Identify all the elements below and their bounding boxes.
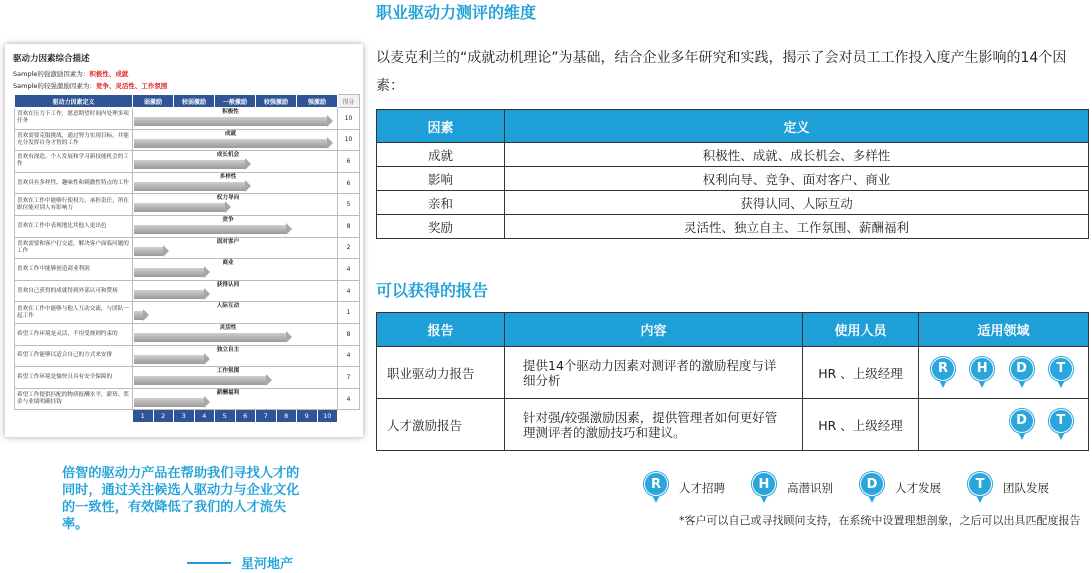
factor-bar-cell (133, 129, 338, 151)
factors-header (377, 110, 1089, 143)
factor-definition: 喜欢在工作中表现地比其他人更出色 (15, 215, 133, 237)
factor-score: 8 (338, 215, 360, 237)
factor-name: 成长机会 (216, 152, 240, 159)
factor-score: 10 (338, 108, 360, 130)
reports-header-content: 内容 (505, 313, 803, 347)
score-bar-arrow (134, 268, 204, 277)
table-row: 奖励 灵活性、独立自主、工作氛围、薪酬福利 (377, 215, 1089, 239)
factor-score: 4 (338, 345, 360, 367)
factor-bar-cell (133, 237, 338, 259)
axis-tick-label: 7 (256, 410, 277, 422)
legend-item-recruit: R 人才招聘 (644, 472, 752, 504)
factor-name: 积极性 (222, 109, 239, 115)
sample-table-header (15, 95, 360, 108)
score-bar-arrow (134, 355, 204, 364)
map-pin-icon: R (644, 472, 668, 504)
header-score: 得分 (338, 95, 360, 108)
map-pin-icon: D (1010, 409, 1033, 441)
score-bar-arrow (134, 398, 204, 407)
reports-header-report: 报告 (377, 313, 505, 347)
report-content: 针对强/较强激励因素，提供管理者如何更好管理测评者的激励技巧和建议。 (505, 399, 803, 451)
factor-name: 商业 (222, 260, 234, 267)
reports-header (377, 313, 1089, 347)
table-row (15, 194, 360, 216)
table-row (377, 347, 1089, 399)
factor-bar-cell (133, 302, 338, 324)
map-pin-icon: H (970, 357, 993, 389)
legend-item-team: T 团队发展 (968, 472, 1076, 504)
report-users: HR 、上级经理 (803, 347, 919, 399)
score-bar-arrow (134, 311, 143, 320)
score-axis-row (15, 410, 360, 423)
factors-header-definition: 定义 (505, 110, 1089, 143)
section-title-reports: 可以获得的报告 (376, 281, 489, 300)
factor-score: 8 (338, 323, 360, 345)
dimensions-intro: 以麦克利兰的“成就动机理论”为基础，结合企业多年研究和实践，揭示了会对员工工作投入度产生影响的14个因素： (376, 50, 1067, 94)
table-row (15, 302, 360, 324)
table-row (15, 280, 360, 302)
factor-name: 面对客户 (216, 238, 240, 245)
footnote: *客户可以自己或寻找顾问支持，在系统中设置理想剖象，之后可以出具匹配度报告 (679, 514, 1081, 527)
reports-header-users: 使用人员 (803, 313, 919, 347)
reports-table (376, 312, 1089, 451)
axis-tick-label: 6 (236, 410, 257, 422)
score-bar-arrow (134, 117, 327, 126)
axis-tick-label: 1 (133, 410, 154, 422)
factor-score: 10 (338, 129, 360, 151)
legend-item-development: D 人才发展 (860, 472, 968, 504)
factor-definition: 喜欢在压力下工作，愿意期望时间内处理多项任务 (15, 108, 133, 130)
strong-factors-line: Sample的强激励因素为：积极性、成就 (13, 70, 129, 78)
map-pin-icon: H (752, 472, 776, 504)
score-bar-arrow (134, 160, 245, 169)
factor-definition: 希望工作环境是愉快且具有安全保障的 (15, 367, 133, 389)
header-definition: 驱动力因素定义 (15, 95, 133, 108)
table-row (15, 237, 360, 259)
axis-tick-label: 8 (277, 410, 298, 422)
testimonial-quote: 倍智的驱动力产品在帮助我们寻找人才的同时，通过关注候选人驱动力与企业文化的一致性，有效降低了我们的人才流失率。 (62, 466, 300, 532)
factor-bar-cell (133, 323, 338, 345)
axis-tick-label: 3 (174, 410, 195, 422)
table-row (15, 108, 360, 130)
score-bar-arrow (134, 139, 327, 148)
header-strong: 强激励 (297, 95, 338, 108)
table-row (15, 172, 360, 194)
weak-factors: 竞争、灵活性、工作氛围 (95, 82, 168, 90)
report-name: 职业驱动力报告 (377, 347, 505, 399)
factor-name: 获得认同 (216, 281, 240, 288)
table-row (377, 399, 1089, 451)
factor-name: 人际互动 (216, 303, 240, 310)
factors-header-factor: 因素 (377, 110, 505, 143)
score-bar-arrow (134, 182, 245, 191)
sample-factor-table (14, 94, 360, 423)
factor-name: 多样性 (219, 173, 237, 180)
source-name: 星河地产 (241, 557, 294, 572)
factor-name: 竞争 (222, 216, 234, 223)
areas-legend (644, 472, 1076, 504)
source-dash (187, 562, 231, 564)
header-less-weak: 较弱激励 (174, 95, 215, 108)
axis-tick-label: 2 (154, 410, 175, 422)
factor-score: 5 (338, 194, 360, 216)
testimonial-source (187, 553, 293, 572)
report-areas (919, 399, 1089, 451)
factor-bar-cell (133, 194, 338, 216)
score-bar-arrow (134, 247, 163, 256)
score-bar-arrow (134, 290, 204, 299)
table-row (15, 129, 360, 151)
header-weak: 弱激励 (133, 95, 174, 108)
sample-report-card (5, 44, 363, 437)
axis-tick-label: 5 (215, 410, 236, 422)
map-pin-icon: D (860, 472, 884, 504)
reports-header-areas: 适用领域 (919, 313, 1089, 347)
score-bar-arrow (134, 333, 286, 342)
table-row: 亲和 获得认同、人际互动 (377, 191, 1089, 215)
map-pin-icon: T (1049, 357, 1072, 389)
factor-name: 薪酬福利 (216, 389, 240, 396)
factor-bar-cell (133, 151, 338, 173)
factor-bar-cell (133, 172, 338, 194)
factor-bar-cell (133, 108, 338, 130)
header-strong-ish: 较强激励 (256, 95, 297, 108)
factor-bar-cell (133, 345, 338, 367)
factor-score: 4 (338, 388, 360, 410)
factor-bar-cell (133, 259, 338, 281)
report-name: 人才激励报告 (377, 399, 505, 451)
factor-definition: 喜欢在工作中能够行使权力，承担责任，所在职位能对别人有影响力 (15, 194, 133, 216)
report-content: 提供14个驱动力因素对测评者的激励程度与详细分析 (505, 347, 803, 399)
factor-name: 权力导向 (216, 195, 240, 202)
axis-tick-label: 4 (195, 410, 216, 422)
factor-score: 7 (338, 367, 360, 389)
map-pin-icon: T (1049, 409, 1072, 441)
factor-score: 4 (338, 259, 360, 281)
table-row (15, 345, 360, 367)
factor-score: 4 (338, 280, 360, 302)
score-bar-arrow (134, 225, 286, 234)
report-users: HR 、上级经理 (803, 399, 919, 451)
factor-definition: 希望工作能够以适合自己的方式来安排 (15, 345, 133, 367)
factor-score: 2 (338, 237, 360, 259)
table-row: 成就 积极性、成就、成长机会、多样性 (377, 143, 1089, 167)
axis-tick-label: 10 (323, 412, 332, 421)
weak-factors-line: Sample的较强激励因素为：竞争、灵活性、工作氛围 (13, 82, 168, 90)
header-normal: 一般激励 (215, 95, 256, 108)
table-row (15, 215, 360, 237)
axis-tick-label: 9 (297, 410, 318, 422)
table-row: 影响 权利向导、竞争、面对客户、商业 (377, 167, 1089, 191)
report-areas (919, 347, 1089, 399)
map-pin-icon: D (1010, 357, 1033, 389)
map-pin-icon: R (931, 357, 954, 389)
table-row (15, 259, 360, 281)
factor-bar-cell (133, 280, 338, 302)
section-title-dimensions: 职业驱动力测评的维度 (376, 3, 537, 22)
table-row (15, 388, 360, 410)
factor-definition: 喜欢需要和客户打交道，解决客户面临问题的工作 (15, 237, 133, 259)
factor-definition: 喜欢具有多样性、趣味性和刺激性特点的工作 (15, 172, 133, 194)
factor-definition: 喜欢在工作中能够与他人互动交流，与团队一起工作 (15, 302, 133, 324)
factor-bar-cell (133, 388, 338, 410)
factor-bar-cell (133, 367, 338, 389)
factor-score: 6 (338, 151, 360, 173)
factor-name: 工作氛围 (216, 368, 240, 375)
factor-score: 1 (338, 302, 360, 324)
factor-definition: 喜欢自己获得的成就得到外部认可和赞扬 (15, 280, 133, 302)
strong-factors: 积极性、成就 (89, 70, 129, 78)
factor-definition: 喜欢工作中能够创造商业利润 (15, 259, 133, 281)
sample-title: 驱动力因素综合描述 (13, 54, 90, 64)
table-row (15, 367, 360, 389)
factor-definition: 希望工作环境是灵活、不用受规则约束的 (15, 323, 133, 345)
factor-definition: 喜欢需要克服挑战，通过努力实现目标，并能充分发挥自身才智的工作 (15, 129, 133, 151)
factors-table (376, 109, 1089, 239)
score-bar-arrow (134, 203, 225, 212)
factor-score: 6 (338, 172, 360, 194)
legend-item-high-potential: H 高潜识别 (752, 472, 860, 504)
factor-bar-cell (133, 215, 338, 237)
factor-name: 灵活性 (219, 324, 237, 331)
score-bar-arrow (134, 376, 266, 385)
factor-definition: 希望工作提供匹配的物质报酬水平，薪资、奖金与业绩明确挂钩 (15, 388, 133, 410)
factor-name: 独立自主 (216, 346, 240, 353)
factor-name: 成就 (224, 130, 237, 137)
factor-definition: 喜欢有深造、个人发展和学习新技能机会的工作 (15, 151, 133, 173)
table-row (15, 151, 360, 173)
table-row (15, 323, 360, 345)
map-pin-icon: T (968, 472, 992, 504)
